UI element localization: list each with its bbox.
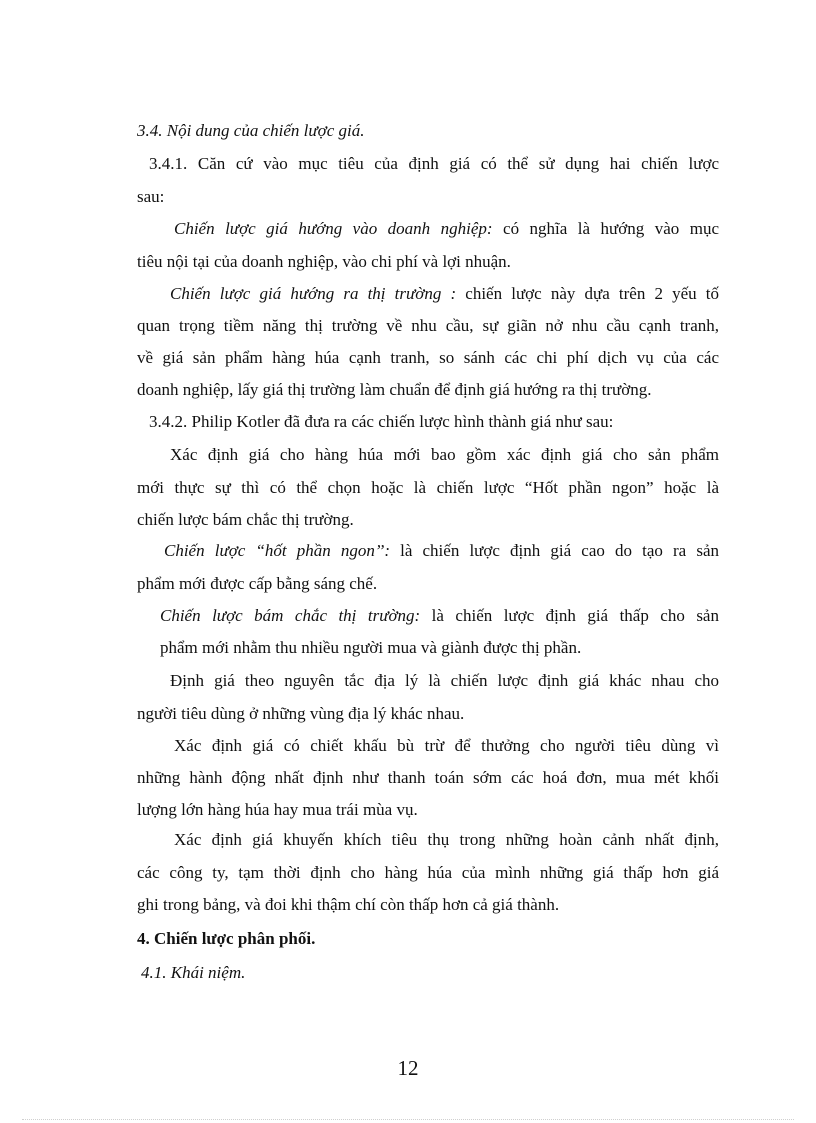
paragraph-line [174, 218, 719, 240]
paragraph-line: mới thực sự thì có thể chọn hoặc là chiến lược “Hốt phần ngon” hoặc là [137, 478, 719, 497]
paragraph-text: là chiến lược định giá cao do tạo ra sản [390, 541, 720, 560]
paragraph-line: Định giá theo nguyên tắc địa lý là chiến lược định giá khác nhau cho [170, 671, 719, 690]
paragraph-line: quan trọng tiềm năng thị trường về nhu cầu, sự giãn nở nhu cầu cạnh tranh, [137, 316, 719, 335]
paragraph-line: những hành động nhất định như thanh toán sớm các hoá đơn, mua mét khối [137, 768, 719, 787]
footer-divider [22, 1119, 794, 1120]
paragraph-line: lượng lớn hàng húa hay mua trái mùa vụ. [137, 800, 418, 819]
paragraph-line: tiêu nội tại của doanh nghiệp, vào chi phí và lợi nhuận. [137, 252, 511, 271]
paragraph-line: người tiêu dùng ở những vùng địa lý khác nhau. [137, 704, 465, 723]
term-enterprise-strategy: Chiến lược giá hướng vào doanh nghiệp: [174, 219, 493, 238]
paragraph-line: về giá sản phẩm hàng húa cạnh tranh, so sánh các chi phí dịch vụ của các [137, 348, 719, 367]
paragraph-text: là chiến lược định giá thấp cho sản [420, 606, 719, 625]
section-4-1-heading: 4.1. Khái niệm. [141, 963, 246, 982]
paragraph-text: chiến lược này dựa trên 2 yếu tố [456, 284, 719, 303]
term-penetration-strategy: Chiến lược bám chắc thị trường: [160, 606, 421, 625]
paragraph-line: phẩm mới được cấp bằng sáng chế. [137, 574, 378, 593]
paragraph-line: 3.4.2. Philip Kotler đã đưa ra các chiến lược hình thành giá như sau: [149, 412, 614, 431]
term-market-strategy: Chiến lược giá hướng ra thị trường : [170, 284, 457, 303]
paragraph-line: Xác định giá có chiết khấu bù trừ để thưởng cho người tiêu dùng vì [174, 736, 719, 755]
paragraph-line: Xác định giá cho hàng húa mới bao gồm xác định giá cho sản phẩm [170, 445, 719, 464]
paragraph-line [170, 283, 719, 305]
paragraph-line: 3.4.1. Căn cứ vào mục tiêu của định giá có thể sử dụng hai chiến lược [149, 154, 719, 173]
term-skimming-strategy: Chiến lược “hốt phần ngon’’: [164, 541, 390, 560]
section-4-heading: 4. Chiến lược phân phối. [137, 929, 316, 948]
paragraph-line: sau: [137, 187, 165, 206]
paragraph-line [164, 540, 719, 562]
paragraph-line: doanh nghiệp, lấy giá thị trường làm chuẩn để định giá hướng ra thị trường. [137, 380, 652, 399]
paragraph-line: Xác định giá khuyến khích tiêu thụ trong những hoàn cảnh nhất định, [174, 830, 719, 849]
paragraph-line: các công ty, tạm thời định cho hàng húa của mình những giá thấp hơn giá [137, 863, 719, 882]
paragraph-text: có nghĩa là hướng vào mục [492, 219, 719, 238]
paragraph-line: chiến lược bám chắc thị trường. [137, 510, 354, 529]
paragraph-line [160, 605, 719, 627]
section-3-4-heading: 3.4. Nội dung của chiến lược giá. [137, 121, 365, 140]
paragraph-line: phẩm mới nhằm thu nhiều người mua và giành được thị phần. [160, 638, 582, 657]
page-number: 12 [397, 1056, 419, 1080]
paragraph-line: ghi trong bảng, và đoi khi thậm chí còn thấp hơn cả giá thành. [137, 895, 560, 914]
